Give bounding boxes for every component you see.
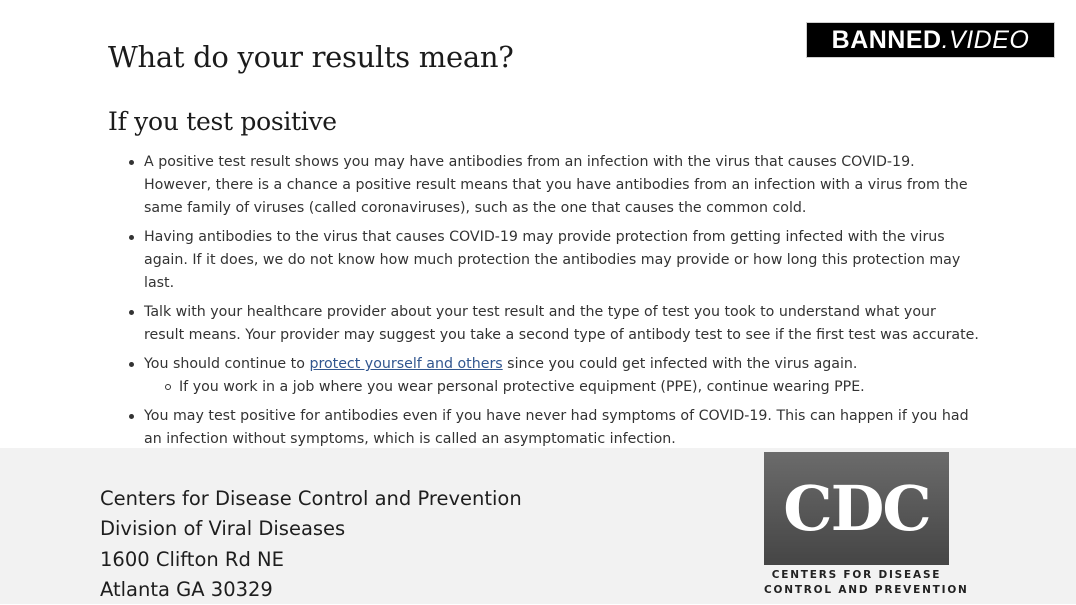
watermark-brand: BANNED — [831, 25, 942, 54]
sub-bullet-list — [144, 376, 980, 399]
address-line: Centers for Disease Control and Prevention — [100, 487, 522, 510]
protect-yourself-link[interactable]: protect yourself and others — [309, 356, 503, 372]
address-line: Atlanta GA 30329 — [100, 577, 273, 601]
list-item-text: You should continue to — [144, 356, 310, 372]
banned-video-watermark — [806, 22, 1055, 58]
footer-panel — [0, 448, 1076, 604]
list-item: Talk with your healthcare provider about your test result and the type of test you took to understand what your result means. Your provider may suggest you take a second type of antibody test to see if the first test was accurate. — [144, 301, 980, 347]
mailing-address — [100, 484, 522, 605]
list-item: Having antibodies to the virus that causes COVID-19 may provide protection from getting infected with the virus again. If it does, we do not know how much protection the antibodies may provide or how long this protection may last. — [144, 226, 980, 295]
cdc-caption-line: CONTROL AND PREVENTION — [764, 584, 969, 596]
list-item: You may test positive for antibodies even if you have never had symptoms of COVID-19. This can happen if you had an infection without symptoms, which is called an asymptomatic infection. — [144, 405, 980, 451]
list-item: A positive test result shows you may have antibodies from an infection with the virus that causes COVID-19. However, there is a chance a positive result means that you have antibodies from an infection with a virus from the same family of viruses (called coronaviruses), such as the one that causes the common cold. — [144, 151, 980, 220]
page-title: What do your results mean? — [108, 40, 514, 74]
results-bullet-list — [144, 151, 980, 457]
cdc-caption-line: CENTERS FOR DISEASE — [771, 569, 942, 581]
address-line: Division of Viral Diseases — [100, 517, 346, 541]
list-item-text: since you could get infected with the virus again. — [502, 356, 858, 372]
address-line: 1600 Clifton Rd NE — [100, 547, 284, 571]
sub-list-item: If you work in a job where you wear personal protective equipment (PPE), continue wearing PPE. — [179, 376, 980, 399]
watermark-suffix: .VIDEO — [941, 25, 1030, 54]
cdc-logo-mark — [764, 452, 949, 565]
cdc-logo-caption — [764, 568, 969, 598]
cdc-logo — [764, 452, 969, 600]
cdc-logo-letters: CDC — [783, 472, 930, 545]
list-item — [144, 353, 980, 399]
section-heading: If you test positive — [108, 107, 337, 136]
